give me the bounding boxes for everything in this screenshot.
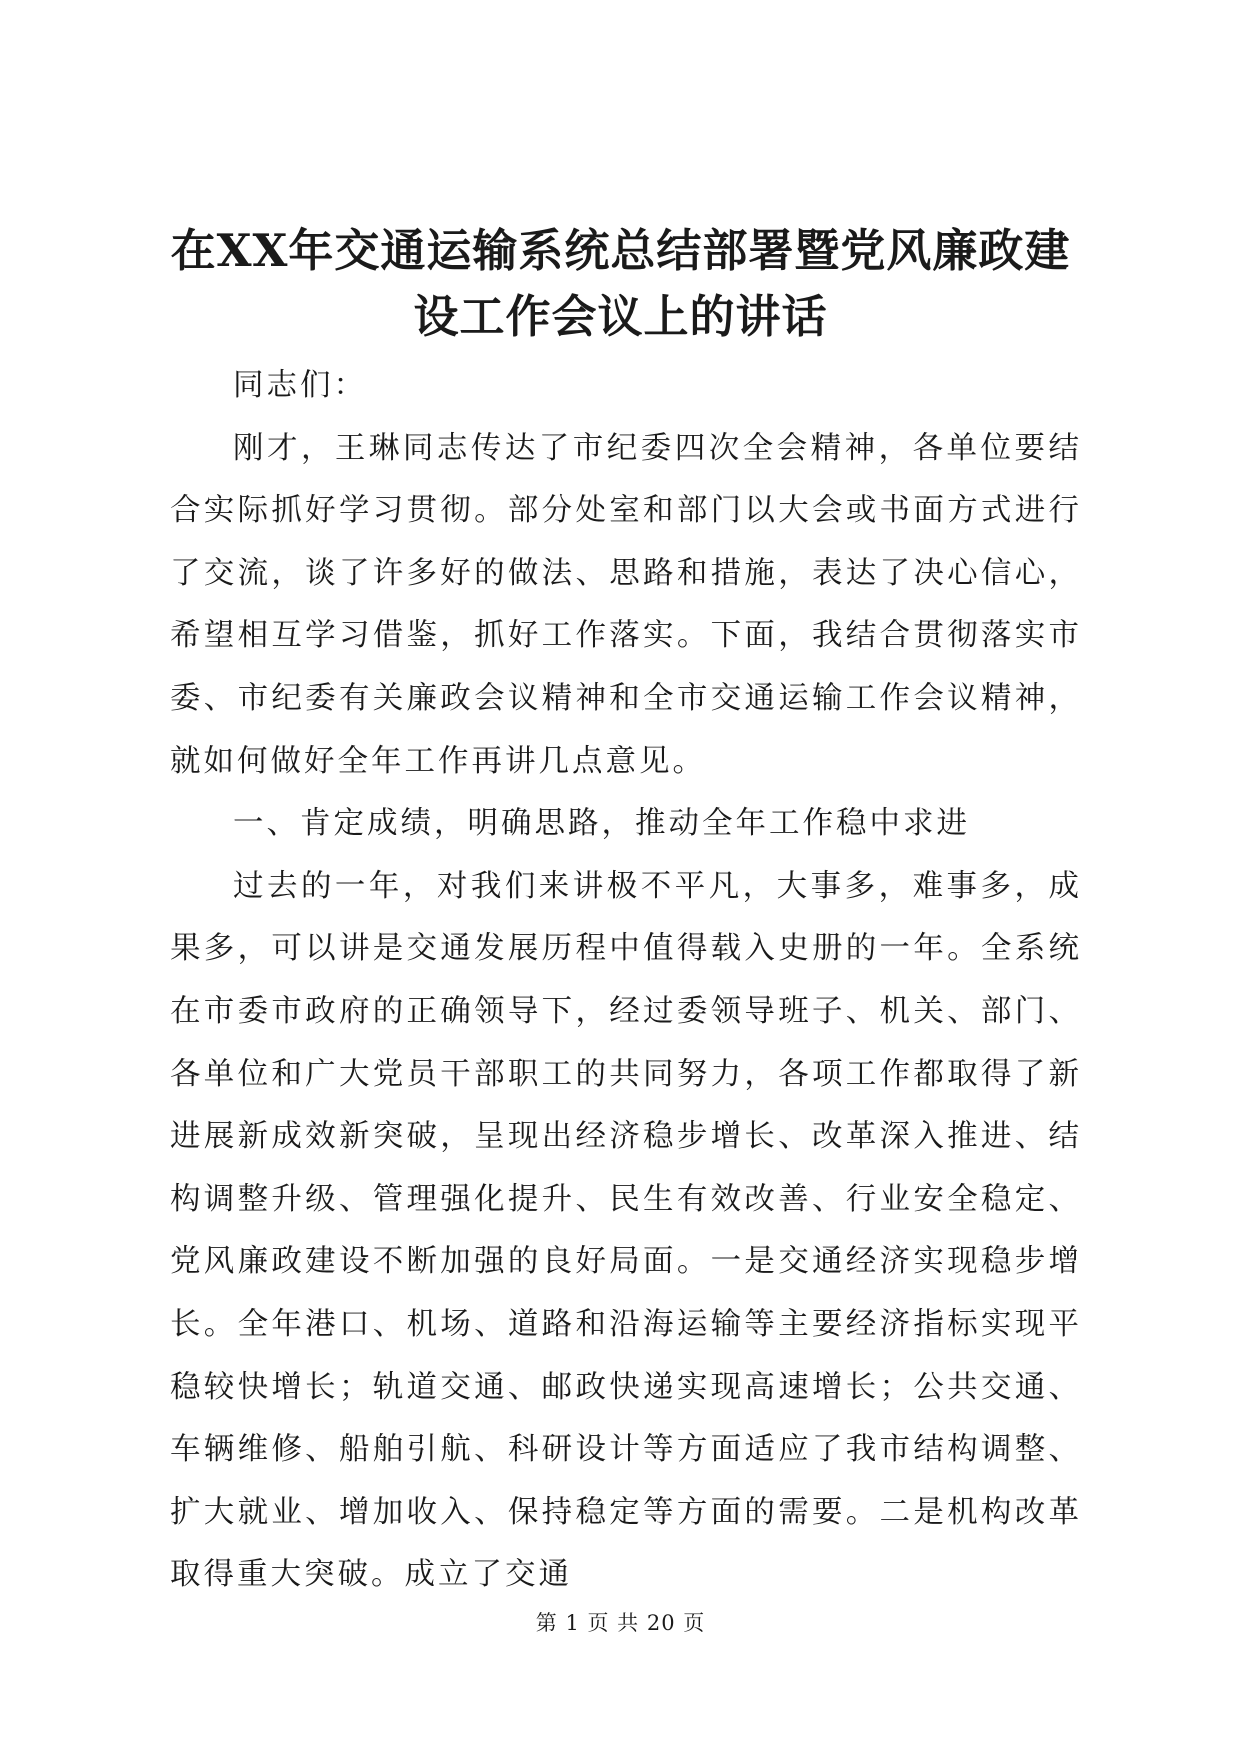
document-title: 在XX年交通运输系统总结部署暨党风廉政建设工作会议上的讲话 xyxy=(170,224,1071,343)
section-heading-1: 一、肯定成绩，明确思路，推动全年工作稳中求进 xyxy=(233,806,970,842)
paragraph-review: 过去的一年，对我们来讲极不平凡，大事多，难事多，成果多，可以讲是交通发展历程中值得载入史册的一年。全系统在市委市政府的正确领导下，经过委领导班子、机关、部门、各单位和广大党员干部职工的共同努力，各项工作都取得了新进展新成效新突破，呈现出经济稳步增长、改革深入推进、结构调整升级、管理强化提升、民生有效改善、行业安全稳定、党风廉政建设不断加强的良好局面。一是交通经济实现稳步增长。全年港口、机场、道路和沿海运输等主要经济指标实现平稳较快增长；轨道交通、邮政快递实现高速增长；公共交通、车辆维修、船舶引航、科研设计等方面适应了我市结构调整、扩大就业、增加收入、保持稳定等方面的需要。二是机构改革取得重大突破。成立了交通 xyxy=(170,868,1082,1593)
page-footer: 第 1 页 共 20 页 xyxy=(535,1611,706,1635)
salutation: 同志们： xyxy=(233,368,367,403)
paragraph-intro: 刚才，王琳同志传达了市纪委四次全会精神，各单位要结合实际抓好学习贯彻。部分处室和部门以大会或书面方式进行了交流，谈了许多好的做法、思路和措施，表达了决心信心，希望相互学习借鉴，抓好工作落实。下面，我结合贯彻落实市委、市纪委有关廉政会议精神和全市交通运输工作会议精神，就如何做好全年工作再讲几点意见。 xyxy=(170,430,1082,779)
document-body xyxy=(170,355,1082,1607)
